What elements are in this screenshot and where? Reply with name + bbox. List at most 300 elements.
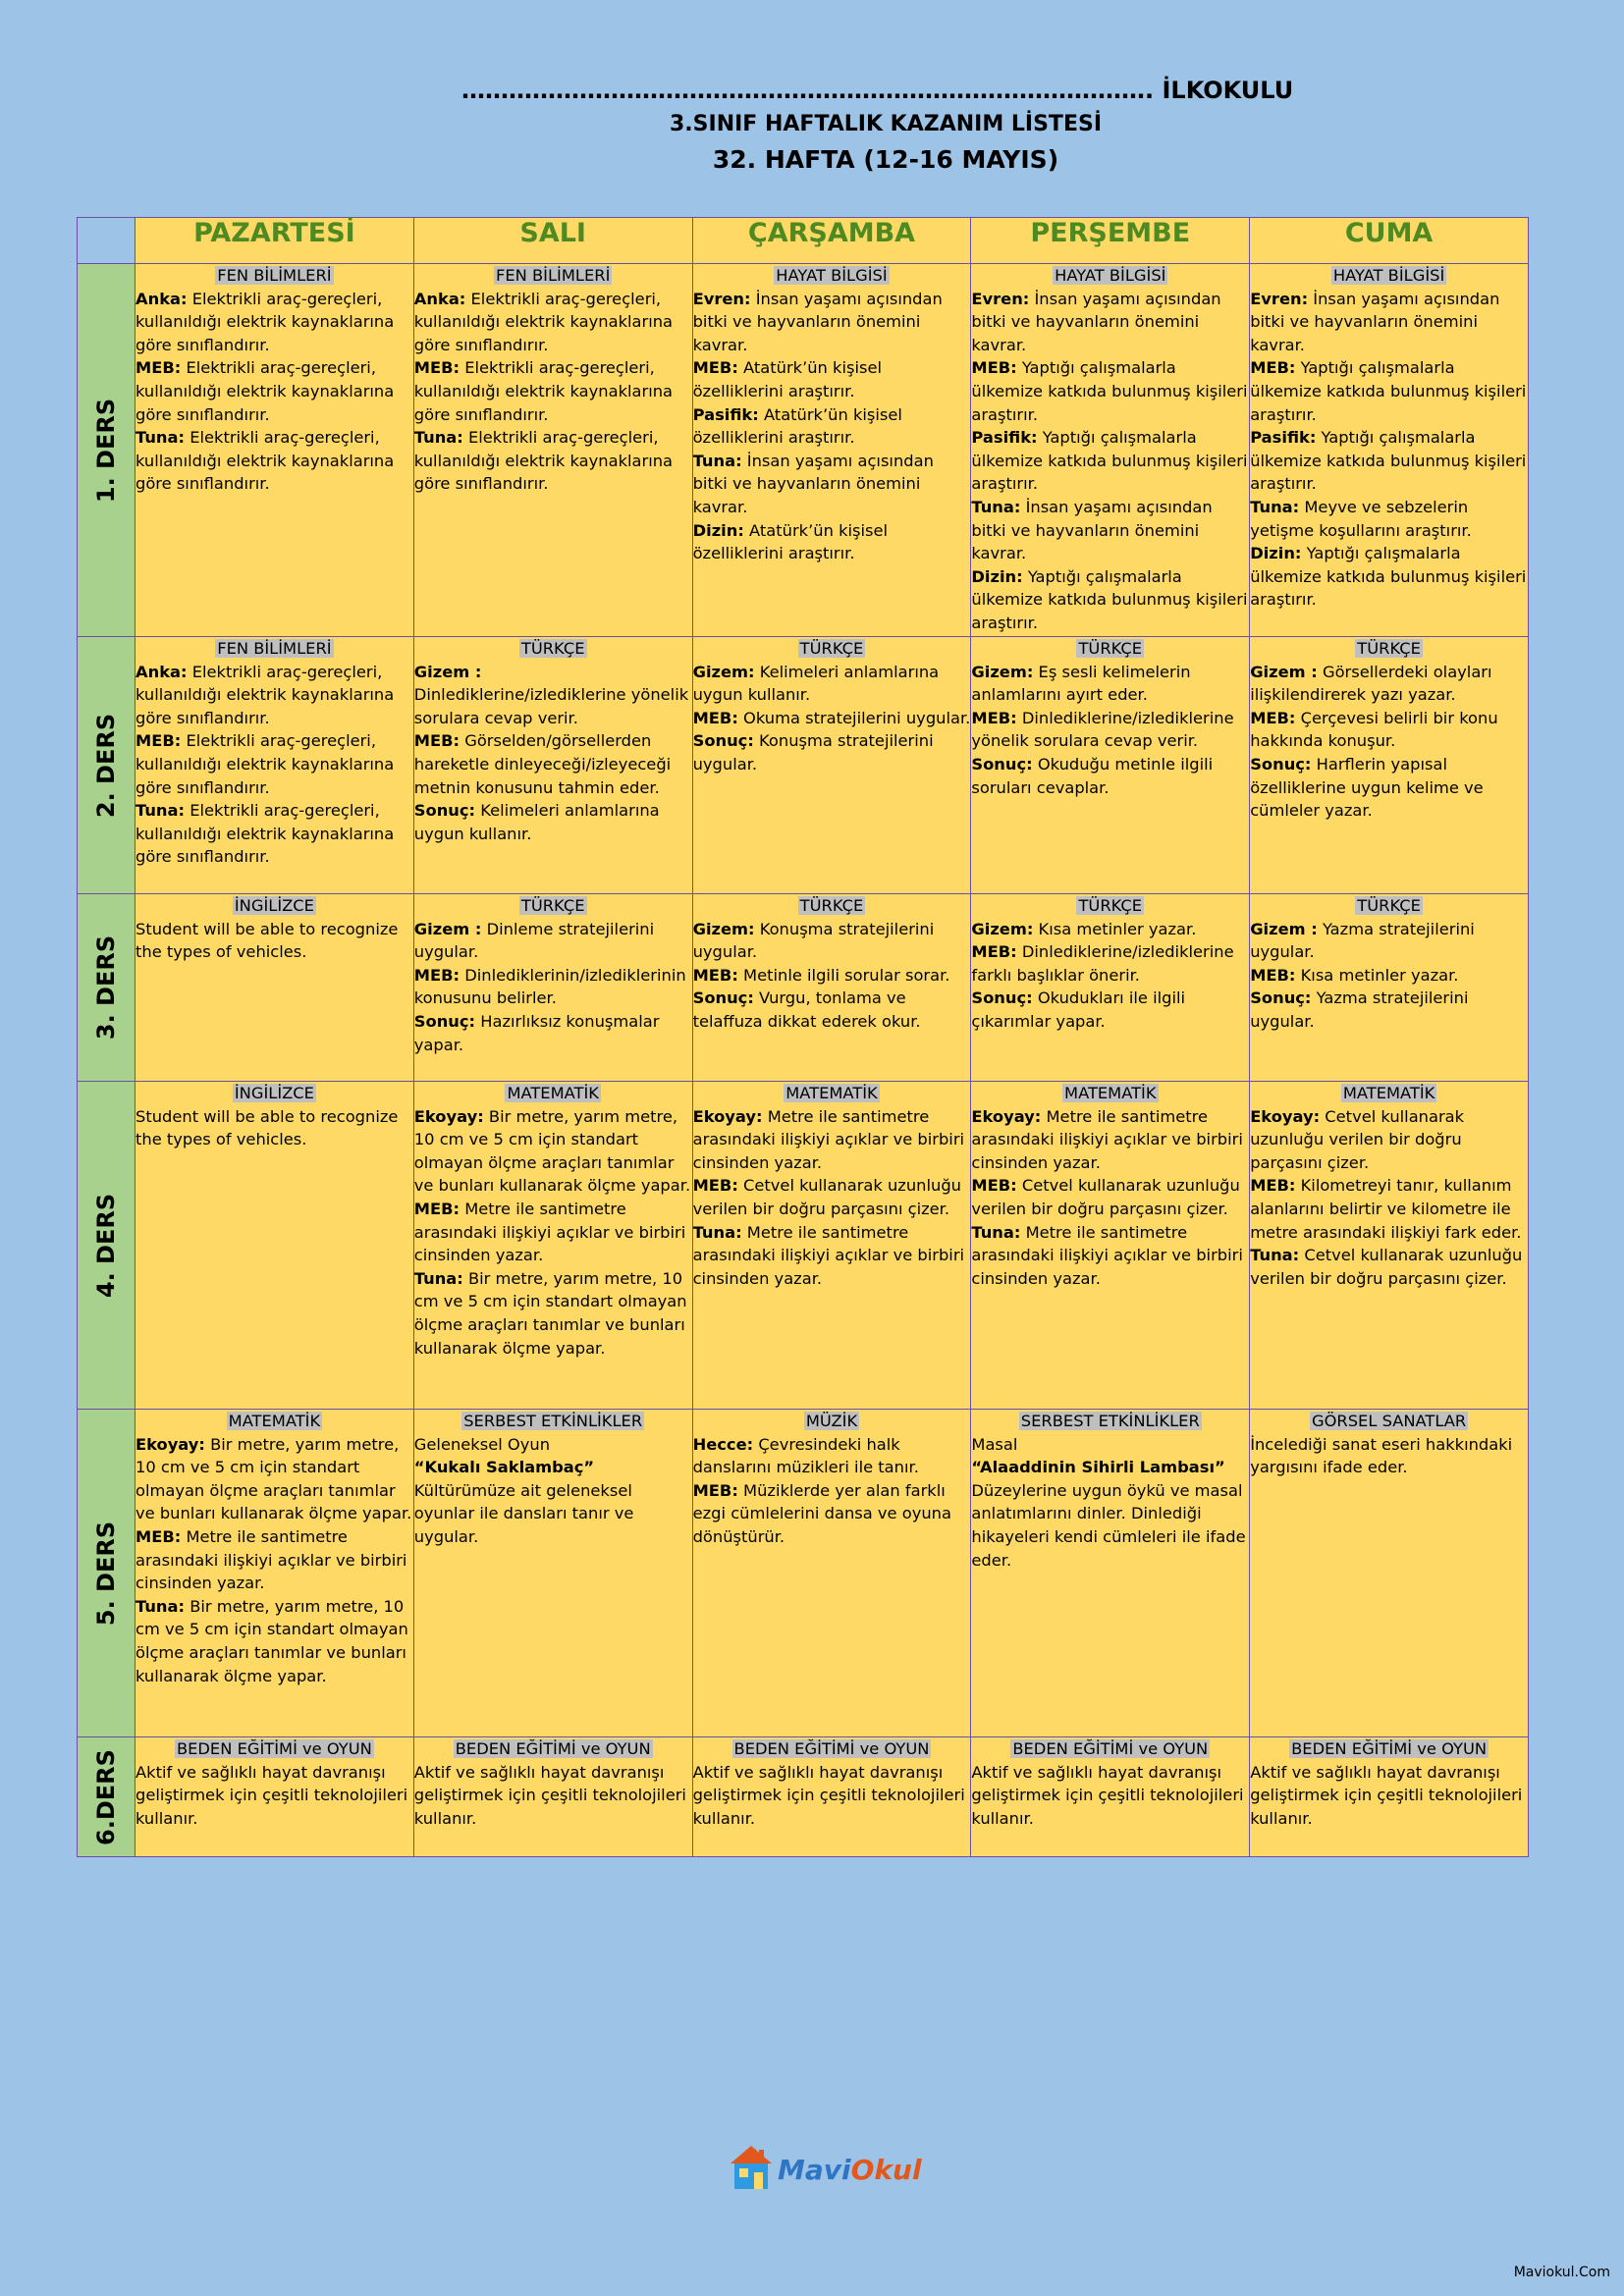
source-label: Dizin:	[692, 520, 744, 540]
subject-title	[414, 264, 692, 288]
objective-item	[971, 288, 1249, 357]
objective-text: Müziklerde yer alan farklı ezgi cümlelerini dansa ve oyuna dönüştürür.	[692, 1480, 951, 1546]
objective-text: Cetvel kullanarak uzunluğu verilen bir doğru parçasını çizer.	[971, 1176, 1240, 1218]
subject-title	[693, 1082, 971, 1105]
source-label: Ekoyay:	[971, 1106, 1042, 1126]
objective-item	[414, 426, 692, 496]
plan-cell	[692, 1410, 971, 1737]
subject-label: HAYAT BİLGİSİ	[776, 266, 888, 285]
subject-label: BEDEN EĞİTİMİ ve OYUN	[176, 1739, 372, 1758]
subject-label: İNGİLİZCE	[234, 1084, 314, 1102]
objective-text: İnsan yaşamı açısından bitki ve hayvanların önemini kavrar.	[1250, 289, 1500, 354]
source-label: MEB:	[413, 731, 460, 751]
objective-item	[971, 426, 1249, 496]
subject-title	[1250, 894, 1528, 918]
objective-item	[693, 729, 971, 775]
source-label: Gizem:	[692, 662, 755, 681]
subject-label: TÜRKÇE	[1357, 896, 1421, 915]
lesson-label-cell	[78, 1410, 135, 1737]
objective-text: İnsan yaşamı açısından bitki ve hayvanların önemini kavrar.	[971, 289, 1221, 354]
objective-text: Yaptığı çalışmalarla ülkemize katkıda bulunmuş kişileri araştırır.	[971, 358, 1248, 424]
objective-text: Dinlediklerinin/izlediklerinin konusunu belirler.	[413, 965, 686, 1008]
source-label: Sonuç:	[413, 801, 476, 821]
plan-cell	[413, 1737, 692, 1857]
objective-text: İnsan yaşamı açısından bitki ve hayvanların önemini kavrar.	[692, 289, 943, 354]
objective-text: Eş sesli kelimelerin anlamlarını ayırt eder.	[971, 662, 1191, 705]
subject-label: TÜRKÇE	[520, 639, 585, 658]
activity-title: “Kukalı Saklambaç”	[413, 1458, 595, 1477]
source-label: Ekoyay:	[1250, 1106, 1321, 1126]
objective-item	[1250, 753, 1528, 823]
source-label: MEB:	[413, 965, 460, 985]
objective-item	[414, 799, 692, 845]
objective-item	[1250, 496, 1528, 542]
objective-item	[414, 1267, 692, 1360]
lesson-label-cell	[78, 637, 135, 894]
source-label: Pasifik:	[1250, 428, 1317, 448]
objective-item	[1250, 356, 1528, 426]
objective-text: Yaptığı çalışmalarla ülkemize katkıda bulunmuş kişileri araştırır.	[1250, 544, 1527, 610]
plan-cell	[413, 264, 692, 637]
plan-cell	[135, 1410, 414, 1737]
source-label: MEB:	[135, 731, 182, 751]
subject-title	[693, 637, 971, 661]
subject-label: MATEMATİK	[1064, 1084, 1157, 1102]
objective-text: Cetvel kullanarak uzunluğu verilen bir doğru parçasını çizer.	[1250, 1246, 1523, 1288]
source-label: MEB:	[971, 1176, 1017, 1196]
week-title: 32. HAFTA (12-16 MAYIS)	[712, 145, 1059, 174]
objective-item	[971, 1105, 1249, 1175]
source-label: MEB:	[1250, 1176, 1296, 1196]
source-label: MEB:	[692, 708, 738, 727]
subject-label: MATEMATİK	[785, 1084, 878, 1102]
subject-title	[971, 894, 1249, 918]
source-label: MEB:	[971, 942, 1017, 962]
lesson-label-cell	[78, 1082, 135, 1410]
objective-item	[971, 1221, 1249, 1291]
objective-text: Atatürk’ün kişisel özelliklerini araştırır.	[692, 358, 883, 400]
plan-cell	[1250, 1082, 1529, 1410]
subject-label: TÜRKÇE	[520, 896, 585, 915]
source-label: Sonuç:	[692, 988, 754, 1008]
source-label: Tuna:	[135, 428, 185, 448]
objective-item	[1250, 918, 1528, 964]
plan-cell	[135, 894, 414, 1082]
objective-text: İnsan yaşamı açısından bitki ve hayvanların önemini kavrar.	[692, 451, 934, 516]
plan-cell	[135, 637, 414, 894]
subject-title	[1250, 1410, 1528, 1433]
objective-text: Kısa metinler yazar.	[1038, 919, 1197, 938]
activity-text: Düzeylerine uygun öykü ve masal anlatımlarını dinler. Dinlediği hikayeleri kendi cümleleri ile ifade eder.	[971, 1480, 1246, 1570]
subject-label: TÜRKÇE	[799, 639, 864, 658]
objective-text: Konuşma stratejilerini uygular.	[692, 731, 934, 774]
objective-text: Kelimeleri anlamlarına uygun kullanır.	[413, 801, 660, 843]
source-label: MEB:	[1250, 358, 1296, 378]
objective-item	[414, 729, 692, 799]
source-label: Tuna:	[971, 1222, 1021, 1242]
objective-item	[693, 1433, 971, 1479]
source-label: Gizem :	[413, 662, 482, 681]
objective-item	[693, 1761, 971, 1831]
subject-title	[971, 264, 1249, 288]
objective-text: Bir metre, yarım metre, 10 cm ve 5 cm için standart olmayan ölçme araçları tanımlar ve bunları kullanarak ölçme yapar.	[135, 1434, 412, 1523]
objective-text: Elektrikli araç-gereçleri, kullanıldığı elektrik kaynaklarına göre sınıflandırır.	[413, 358, 674, 424]
objective-item	[135, 1433, 413, 1525]
objective-item	[971, 356, 1249, 426]
objective-text: Bir metre, yarım metre, 10 cm ve 5 cm için standart olmayan ölçme araçları tanımlar ve bunları kullanarak ölçme yapar.	[413, 1268, 687, 1358]
objective-text: Metre ile santimetre arasındaki ilişkiyi açıklar ve birbiri cinsinden yazar.	[135, 1526, 407, 1593]
objective-text: Kelimeleri anlamlarına uygun kullanır.	[692, 662, 940, 705]
lesson-label-cell	[78, 1737, 135, 1857]
objective-text: Yaptığı çalışmalarla ülkemize katkıda bulunmuş kişileri araştırır.	[1250, 428, 1527, 494]
source-label: Sonuç:	[1250, 988, 1312, 1008]
plan-cell	[135, 1082, 414, 1410]
objective-item	[971, 918, 1249, 941]
subject-title	[971, 1410, 1249, 1433]
objective-item	[135, 918, 413, 964]
objective-text: Dinlediklerine/izlediklerine yönelik sorulara cevap verir.	[413, 685, 689, 727]
subject-label: GÖRSEL SANATLAR	[1311, 1412, 1467, 1430]
subject-label: TÜRKÇE	[1078, 896, 1143, 915]
objective-item	[414, 288, 692, 357]
objective-text: Hazırlıksız konuşmalar yapar.	[413, 1011, 660, 1054]
objective-item	[135, 729, 413, 799]
objective-text: Bir metre, yarım metre, 10 cm ve 5 cm için standart olmayan ölçme araçları tanımlar ve bunları kullanarak ölçme yapar.	[413, 1106, 691, 1196]
objective-text: Elektrikli araç-gereçleri, kullanıldığı elektrik kaynaklarına göre sınıflandırır.	[135, 801, 395, 867]
logo-text: MaviOkul	[778, 2154, 922, 2186]
objective-item	[414, 964, 692, 1010]
source-label: MEB:	[692, 1480, 738, 1500]
plan-cell	[692, 1737, 971, 1857]
objective-text: Okuma stratejilerini uygular.	[743, 708, 971, 727]
source-label: MEB:	[692, 965, 738, 985]
plan-cell	[971, 1082, 1250, 1410]
objective-item	[693, 403, 971, 450]
source-label: Dizin:	[971, 566, 1023, 586]
subject-title	[971, 637, 1249, 661]
objective-item	[971, 1761, 1249, 1831]
objective-text: Dinlediklerine/izlediklerine farklı başlıklar önerir.	[971, 942, 1234, 985]
objective-item	[971, 661, 1249, 707]
objective-item	[693, 288, 971, 357]
lesson-row	[78, 637, 1529, 894]
lesson-label: 3. DERS	[92, 934, 120, 1041]
objective-item	[971, 496, 1249, 565]
objective-text: Metre ile santimetre arasındaki ilişkiyi açıklar ve birbiri cinsinden yazar.	[413, 1199, 686, 1265]
activity-text: Geleneksel Oyun	[413, 1434, 551, 1454]
objective-text: Aktif ve sağlıklı hayat davranışı geliştirmek için çeşitli teknolojileri kullanır.	[1250, 1762, 1523, 1828]
objective-item	[414, 1761, 692, 1831]
source-label: Tuna:	[1250, 1246, 1300, 1265]
source-label: Tuna:	[413, 428, 463, 448]
lesson-label-cell	[78, 264, 135, 637]
table-corner	[78, 218, 135, 264]
plan-cell	[692, 264, 971, 637]
objective-item	[971, 940, 1249, 987]
school-name: ……………………………………………………………………………. İLKOKULU	[461, 77, 1294, 104]
source-label: Sonuç:	[971, 754, 1033, 774]
objective-item	[414, 1198, 692, 1267]
objective-item	[135, 799, 413, 869]
objective-text: Görselden/görsellerden hareketle dinleyeceği/izleyeceği metnin konusunu tahmin eder.	[413, 731, 672, 797]
plan-cell	[692, 894, 971, 1082]
objective-item	[1250, 707, 1528, 753]
objective-item	[693, 356, 971, 402]
objective-item	[135, 1761, 413, 1831]
objective-text: Harflerin yapısal özelliklerine uygun kelime ve cümleler yazar.	[1250, 754, 1484, 821]
objective-text: Görsellerdeki olayları ilişkilendirerek yazı yazar.	[1250, 662, 1492, 705]
objective-item	[971, 707, 1249, 753]
objective-item	[1250, 964, 1528, 988]
objective-text: Dinlediklerine/izlediklerine yönelik sorulara cevap verir.	[971, 708, 1234, 751]
subject-label: İNGİLİZCE	[234, 896, 314, 915]
objective-text: Elektrikli araç-gereçleri, kullanıldığı elektrik kaynaklarına göre sınıflandırır.	[135, 428, 395, 494]
subject-title	[693, 894, 971, 918]
source-label: Dizin:	[1250, 544, 1302, 563]
objective-item	[693, 918, 971, 964]
objective-item	[1250, 1433, 1528, 1479]
objective-item	[1250, 542, 1528, 612]
objective-text: Elektrikli araç-gereçleri, kullanıldığı elektrik kaynaklarına göre sınıflandırır.	[135, 358, 395, 424]
plan-cell	[1250, 894, 1529, 1082]
plan-cell	[413, 637, 692, 894]
subject-title	[414, 1082, 692, 1105]
plan-cell	[971, 637, 1250, 894]
subject-label: HAYAT BİLGİSİ	[1055, 266, 1166, 285]
day-header: CUMA	[1250, 218, 1529, 264]
source-label: Pasifik:	[692, 404, 759, 424]
objective-text: Kilometreyi tanır, kullanım alanlarını belirtir ve kilometre ile metre arasındaki ilişkiyi fark eder.	[1250, 1176, 1522, 1242]
lesson-label: 1. DERS	[92, 398, 120, 503]
plan-cell	[971, 894, 1250, 1082]
source-label: Tuna:	[135, 1596, 185, 1616]
plan-cell	[413, 1082, 692, 1410]
objective-text: Elektrikli araç-gereçleri, kullanıldığı elektrik kaynaklarına göre sınıflandırır.	[413, 428, 674, 494]
source-label: Tuna:	[692, 451, 742, 470]
objective-item	[135, 1595, 413, 1687]
source-label: Sonuç:	[413, 1011, 476, 1031]
source-label: Gizem :	[1250, 919, 1318, 938]
subject-title	[135, 1082, 413, 1105]
source-label: MEB:	[692, 1176, 738, 1196]
plan-cell	[971, 264, 1250, 637]
objective-item	[414, 356, 692, 426]
subject-title	[135, 894, 413, 918]
objective-item	[971, 987, 1249, 1033]
subject-label: SERBEST ETKİNLİKLER	[1020, 1412, 1200, 1430]
plan-cell	[135, 264, 414, 637]
subject-title	[1250, 637, 1528, 661]
objective-item	[135, 661, 413, 730]
lesson-row	[78, 1737, 1529, 1857]
plan-cell	[1250, 637, 1529, 894]
source-label: Hecce:	[692, 1434, 754, 1454]
objective-text: Aktif ve sağlıklı hayat davranışı geliştirmek için çeşitli teknolojileri kullanır.	[135, 1762, 408, 1828]
source-label: Ekoyay:	[413, 1106, 484, 1126]
source-label: Sonuç:	[971, 988, 1033, 1008]
subject-title	[693, 1410, 971, 1433]
objective-item	[135, 356, 413, 426]
objective-item	[1250, 1761, 1528, 1831]
lesson-label: 4. DERS	[92, 1193, 120, 1298]
objective-text: Cetvel kullanarak uzunluğu verilen bir doğru parçasını çizer.	[1250, 1106, 1465, 1172]
source-label: Sonuç:	[1250, 754, 1312, 774]
subject-title	[414, 1737, 692, 1761]
subject-title	[135, 1737, 413, 1761]
subject-title	[414, 637, 692, 661]
objective-item	[414, 918, 692, 964]
lesson-row	[78, 1410, 1529, 1737]
objective-text: Student will be able to recognize the types of vehicles.	[135, 1106, 399, 1149]
subject-label: MATEMATİK	[228, 1412, 321, 1430]
source-label: Ekoyay:	[692, 1106, 763, 1126]
lesson-label: 5. DERS	[92, 1521, 120, 1626]
document-title: 3.SINIF HAFTALIK KAZANIM LİSTESİ	[670, 112, 1102, 136]
objective-text: Yaptığı çalışmalarla ülkemize katkıda bulunmuş kişileri araştırır.	[971, 566, 1248, 632]
source-label: MEB:	[135, 1526, 182, 1546]
objective-item	[1250, 1244, 1528, 1290]
objective-text: Yaptığı çalışmalarla ülkemize katkıda bulunmuş kişileri araştırır.	[1250, 358, 1527, 424]
subject-title	[414, 1410, 692, 1433]
subject-label: HAYAT BİLGİSİ	[1332, 266, 1445, 285]
objective-text: Aktif ve sağlıklı hayat davranışı geliştirmek için çeşitli teknolojileri kullanır.	[971, 1762, 1244, 1828]
subject-title	[135, 1410, 413, 1433]
subject-label: MATEMATİK	[507, 1084, 599, 1102]
source-label: Evren:	[971, 289, 1030, 308]
objective-text: Yazma stratejilerini uygular.	[1250, 919, 1475, 962]
subject-label: MÜZİK	[805, 1412, 858, 1430]
lesson-row	[78, 1082, 1529, 1410]
source-label: Gizem :	[1250, 662, 1318, 681]
objective-item	[1250, 987, 1528, 1033]
source-label: Tuna:	[1250, 497, 1300, 516]
objective-text: Elektrikli araç-gereçleri, kullanıldığı elektrik kaynaklarına göre sınıflandırır.	[135, 289, 395, 354]
objective-text: Okudukları ile ilgili çıkarımlar yapar.	[971, 988, 1186, 1031]
subject-title	[693, 264, 971, 288]
day-header: PERŞEMBE	[971, 218, 1250, 264]
source-label: Tuna:	[413, 1268, 463, 1288]
subject-label: TÜRKÇE	[1078, 639, 1143, 658]
objective-item	[135, 1525, 413, 1595]
maviokul-logo	[727, 2140, 922, 2199]
subject-title	[1250, 264, 1528, 288]
plan-cell	[971, 1410, 1250, 1737]
objective-text: Atatürk’ün kişisel özelliklerini araştırır.	[692, 404, 902, 448]
subject-label: BEDEN EĞİTİMİ ve OYUN	[1012, 1739, 1209, 1758]
subject-title	[1250, 1082, 1528, 1105]
subject-label: TÜRKÇE	[1357, 639, 1421, 658]
objective-text: Metre ile santimetre arasındaki ilişkiyi açıklar ve birbiri cinsinden yazar.	[692, 1106, 965, 1172]
subject-title	[971, 1082, 1249, 1105]
objective-item	[693, 987, 971, 1033]
source-label: Gizem:	[971, 919, 1034, 938]
subject-label: MATEMATİK	[1342, 1084, 1435, 1102]
objective-item	[135, 1105, 413, 1151]
objective-item	[414, 1010, 692, 1056]
source-label: Gizem :	[413, 919, 482, 938]
source-label: Anka:	[135, 289, 188, 308]
objective-item	[693, 1479, 971, 1549]
plan-cell	[413, 894, 692, 1082]
source-label: Anka:	[135, 662, 188, 681]
source-label: Tuna:	[971, 497, 1021, 516]
day-header: SALI	[413, 218, 692, 264]
lesson-row	[78, 894, 1529, 1082]
activity-text: Kültürümüze ait geleneksel oyunlar ile dansları tanır ve uygular.	[413, 1480, 634, 1546]
subject-title	[693, 1737, 971, 1761]
objective-item	[1250, 1105, 1528, 1175]
subject-label: FEN BİLİMLERİ	[217, 266, 332, 285]
objective-text: Yaptığı çalışmalarla ülkemize katkıda bulunmuş kişileri araştırır.	[971, 428, 1248, 494]
source-label: MEB:	[413, 358, 460, 378]
source-label: Tuna:	[692, 1222, 742, 1242]
objective-item	[693, 707, 971, 730]
objective-item	[971, 565, 1249, 635]
objective-item	[693, 1174, 971, 1220]
subject-label: FEN BİLİMLERİ	[496, 266, 611, 285]
objective-text: Yazma stratejilerini uygular.	[1250, 988, 1469, 1031]
objective-text: Metinle ilgili sorular sorar.	[743, 965, 950, 985]
objective-text: Metre ile santimetre arasındaki ilişkiyi açıklar ve birbiri cinsinden yazar.	[971, 1106, 1243, 1172]
objective-text: Student will be able to recognize the types of vehicles.	[135, 919, 399, 962]
subject-title	[135, 264, 413, 288]
subject-label: BEDEN EĞİTİMİ ve OYUN	[1291, 1739, 1488, 1758]
house-icon	[729, 2144, 774, 2193]
lesson-label: 6.DERS	[92, 1748, 120, 1845]
source-label: MEB:	[971, 358, 1017, 378]
objective-text: Atatürk’ün kişisel özelliklerini araştırır.	[692, 520, 889, 563]
objective-item	[414, 661, 692, 730]
source-label: Tuna:	[135, 801, 185, 821]
objective-item	[1250, 426, 1528, 496]
objective-item	[1250, 288, 1528, 357]
objective-item	[971, 753, 1249, 799]
subject-title	[971, 1737, 1249, 1761]
source-label: Pasifik:	[971, 428, 1038, 448]
objective-item	[135, 288, 413, 357]
footer-url: Maviokul.Com	[1513, 2265, 1610, 2280]
objective-text: Elektrikli araç-gereçleri, kullanıldığı elektrik kaynaklarına göre sınıflandırır.	[413, 289, 674, 354]
objective-item	[693, 964, 971, 988]
source-label: MEB:	[1250, 708, 1296, 727]
source-label: MEB:	[413, 1199, 460, 1218]
activity-text: Masal	[971, 1434, 1018, 1454]
objective-text: Aktif ve sağlıklı hayat davranışı geliştirmek için çeşitli teknolojileri kullanır.	[413, 1762, 686, 1828]
plan-cell	[971, 1737, 1250, 1857]
objective-text: Çerçevesi belirli bir konu hakkında konuşur.	[1250, 708, 1498, 751]
subject-label: TÜRKÇE	[799, 896, 864, 915]
source-label: Evren:	[692, 289, 751, 308]
objective-item	[1250, 661, 1528, 707]
subject-label: BEDEN EĞİTİMİ ve OYUN	[455, 1739, 651, 1758]
source-label: Anka:	[413, 289, 466, 308]
activity-title: “Alaaddinin Sihirli Lambası”	[971, 1458, 1225, 1477]
subject-label: FEN BİLİMLERİ	[217, 639, 332, 658]
plan-cell	[413, 1410, 692, 1737]
objective-text: Bir metre, yarım metre, 10 cm ve 5 cm için standart olmayan ölçme araçları tanımlar ve bunları kullanarak ölçme yapar.	[135, 1596, 408, 1685]
subject-title	[414, 894, 692, 918]
objective-text: Çevresindeki halk danslarını müzikleri ile tanır.	[692, 1434, 919, 1477]
objective-item	[971, 1174, 1249, 1220]
objective-text: Elektrikli araç-gereçleri, kullanıldığı elektrik kaynaklarına göre sınıflandırır.	[135, 662, 395, 727]
objective-text: İnsan yaşamı açısından bitki ve hayvanların önemini kavrar.	[971, 497, 1213, 563]
objective-text: Cetvel kullanarak uzunluğu verilen bir doğru parçasını çizer.	[692, 1176, 961, 1218]
objective-item	[135, 426, 413, 496]
lesson-row	[78, 264, 1529, 637]
weekly-plan-table	[77, 217, 1529, 1857]
objective-item	[414, 1105, 692, 1198]
objective-text: Meyve ve sebzelerin yetişme koşullarını araştırır.	[1250, 497, 1472, 540]
